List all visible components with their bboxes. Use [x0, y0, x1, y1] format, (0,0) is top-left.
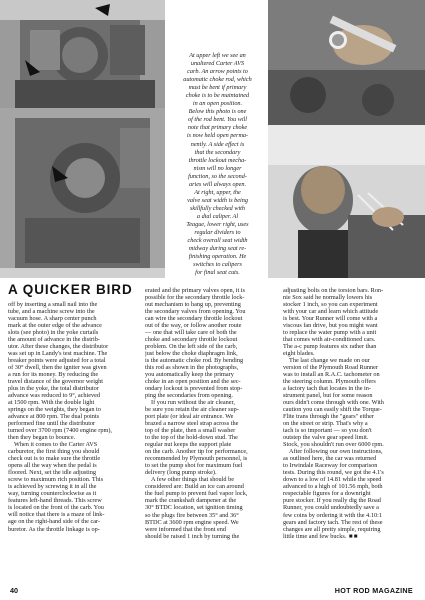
text-line: tach is so important — so you don't [283, 427, 372, 435]
text-line: a factory tach that locates in the in- [283, 385, 371, 393]
caption-line: nism will no longer [193, 164, 242, 172]
text-line: nie Sox said he normally lowers his [283, 294, 373, 302]
text-line: erated and the primary valves open, it is [145, 287, 245, 294]
text-line: screw to maximum rich position. This [8, 476, 104, 484]
caption-line: midway during seat re- [188, 245, 247, 253]
caption-line: At upper left we see an [189, 52, 246, 59]
text-line: be sure you retain the air cleaner sup- [145, 406, 239, 414]
caption-line: note that primary choke [187, 124, 248, 132]
caption-line: must be bent if primary [188, 84, 247, 92]
text-line: off by inserting a small nail into the [8, 301, 98, 308]
caption-line: function, so the second- [188, 172, 247, 180]
caption-line: valve seat width is being [187, 196, 248, 204]
text-line: advance at 800 rpm. The dual points [8, 413, 100, 421]
caption-line: carb. An arrow points to [187, 68, 248, 76]
text-line: tests. During this round, we got the 4.1's [283, 469, 384, 477]
body-column-3 [283, 287, 420, 540]
text-line: can wire the secondary throttle lockout [145, 315, 243, 323]
end-of-article-mark: ■■ [346, 532, 359, 540]
text-line: regular nut keeps the support plate [145, 441, 232, 449]
text-line: to the top of the hold-down stud. The [145, 434, 238, 442]
caption-line: throttle lockout mecha- [188, 156, 247, 164]
text-line: caution you can easily shift the Torque- [283, 406, 382, 414]
caption-line: in an open position. [192, 100, 243, 108]
text-line: out of the way, or follow another route [145, 322, 242, 330]
text-line: vacuum hose. A sharp center punch [8, 315, 97, 323]
text-line: this rod as shown in the photographs, [145, 364, 239, 372]
text-line: The last change we made on our [289, 357, 370, 365]
caption-line: Teague, lower right, uses [186, 220, 249, 228]
text-line: will notice that there is a maze of link- [8, 511, 105, 519]
text-line: 30° BTDC location, set ignition timing [145, 504, 243, 512]
text-line: that comes with air-conditioned cars. [283, 336, 376, 344]
caption-line: aries will always open. [188, 180, 247, 188]
text-line: little time and few bucks. ■■ [283, 532, 359, 540]
text-line: When it comes to the Carter AVS [14, 441, 98, 449]
text-line: breaker points were adjusted for a total [8, 357, 106, 365]
text-line: ondary lockout is prevented from stop- [145, 385, 243, 393]
text-line: version of the Plymouth Road Runner [283, 364, 378, 372]
text-line: choke and secondary throttle lockout [145, 336, 238, 344]
carburetor-bent-rod-photo [0, 108, 165, 278]
text-line: travel distance of the governor weight [8, 378, 103, 386]
text-line: advanced to a high of 101.56 mph, both [283, 483, 383, 491]
text-line: to replace the water pump with a unit [283, 329, 377, 337]
text-line: out mechanism to hang up, preventing [145, 301, 241, 309]
caption-line: skillfully checked with [190, 204, 245, 212]
text-line: eight blades. [283, 350, 315, 358]
article-headline: A QUICKER BIRD [8, 282, 133, 297]
text-line: features left-hand threads. This screw [8, 497, 102, 505]
text-line: port plate (or ideal air entrance. We [145, 413, 234, 421]
text-line: top of the plate, then a small washer [145, 427, 236, 435]
text-line: age on the right-hand side of the car- [8, 518, 101, 526]
text-line: so the plugs fire between 35° and 36° [145, 511, 239, 519]
text-line: possible for the secondary throttle lock- [145, 294, 245, 302]
text-line: If you run without the air cleaner, [151, 399, 235, 407]
text-line: The a-c pump features six rather than [283, 343, 377, 351]
text-line: brazed a narrow steel strap across the [145, 420, 239, 428]
text-line: stocker 1 inch, so you can experiment [283, 301, 378, 309]
text-line: changes are all pretty simple, requiring [283, 525, 381, 533]
photo-caption [171, 52, 264, 277]
text-line: performed fine until the distributor [8, 420, 96, 428]
caption-line: nently. A side effect is [190, 140, 245, 148]
text-line: to Irwindale Raceway for comparison [283, 462, 378, 470]
text-line: of 30° dwell, then the igniter was given [8, 364, 107, 372]
caption-line: of the rod bent. You will [187, 116, 247, 124]
caption-line: unaltered Carter AVS [190, 60, 245, 68]
text-line: advance was reduced to 9°, achieved [8, 392, 101, 400]
text-line: was to install an R.A.C. tachometer on [283, 371, 380, 379]
text-line: A few other things that should be [151, 476, 234, 484]
text-line: you automatically keep the primary [145, 371, 234, 379]
valve-seat-caliper-photo [268, 0, 425, 125]
text-line: the fuel pump to prevent fuel vapor lock, [145, 490, 248, 498]
text-line: ours didn't come through with one. With [283, 399, 384, 407]
text-line: choke in an open position and the sec- [145, 378, 241, 386]
caption-line: for final seat cuts. [195, 269, 240, 277]
valve-seat-divider-photo [268, 125, 425, 278]
text-line: turned over 3700 rpm (7400 engine rpm), [8, 427, 112, 435]
text-line: is the automatic choke rod. By bending [145, 357, 244, 365]
caption-line: finishing operation. He [188, 253, 247, 261]
caption-line: choke is to be maintained [185, 92, 250, 100]
caption-line: that the secondary [194, 148, 241, 156]
text-line: should be raised 1 inch by turning the [145, 532, 240, 540]
text-line: mark the crankshaft dampener at the [145, 497, 237, 505]
text-line: floored. Next, set the idle adjusting [8, 469, 97, 477]
text-line: to set the pump shot for maximum fuel [145, 462, 243, 470]
text-line: were informed that the front end [145, 525, 227, 533]
text-line: utor. After these changes, the distributor [8, 343, 109, 351]
text-line: is best. Your Runner will come with a [283, 315, 378, 323]
text-line: opens all the way when the pedal is [8, 462, 97, 470]
text-line: check out is to make sure the throttle [8, 455, 101, 463]
text-line: viscous fan drive, but you might want [283, 322, 378, 330]
text-line: Flite trans through the "gears" either [283, 413, 375, 421]
text-line: at 1500 rpm. With the double light [8, 399, 95, 407]
caption-line: a dial caliper. Al [196, 212, 239, 220]
text-line: gears and factory tach. The rest of these [283, 518, 383, 526]
body-column-1 [8, 301, 144, 533]
text-line: strument panel, but for some reason [283, 392, 373, 400]
text-line: way, turning counterclockwise as it [8, 490, 97, 498]
text-line: down to a low of 14.81 while the speed [283, 476, 382, 484]
text-line: problem. On the left side of the carb, [145, 343, 238, 351]
text-line: as outlined here, the car was returned [283, 455, 377, 463]
caption-line: check overall seat width [187, 237, 248, 245]
text-line: springs on the weights, they began to [8, 406, 101, 414]
text-line: buretor. As the throttle linkage is op- [8, 525, 100, 533]
text-line: then they began to bounce. [8, 434, 76, 442]
caption-line: Below this photo is one [188, 108, 247, 116]
text-line: just below the choke diaphragm link, [145, 350, 238, 358]
caption-line: is now held open perma- [186, 132, 249, 140]
text-line: considered are: Build an ice can around [145, 483, 244, 491]
text-line: — one that will take care of both the [145, 329, 237, 337]
text-line: with your car and learn which attitude [283, 308, 379, 316]
text-line: plus in the yoke, the total distributor [8, 385, 99, 393]
text-line: ping the secondaries from opening. [145, 392, 233, 400]
text-line: a run for its money. By reducing the [8, 371, 99, 379]
text-line: the steering column. Plymouth offers [283, 378, 376, 386]
text-line: tube, and a machine screw into the [8, 308, 95, 316]
text-line: carburetor, the first thing you should [8, 448, 100, 456]
caption-line: automatic choke rod, which [183, 76, 252, 84]
text-line: outstep the valve gear speed limit. [283, 434, 369, 442]
text-line: BTDC at 3600 rpm engine speed. We [145, 518, 239, 526]
caption-line: At right, upper, the [194, 188, 241, 196]
text-line: adjusting bolts on the torsion bars. Ron- [283, 287, 384, 294]
magazine-name: HOT ROD MAGAZINE [334, 586, 413, 595]
text-line: delivery (long pump stroke). [145, 469, 217, 477]
body-column-2 [145, 287, 279, 540]
text-line: on the street or strip. That's why a [283, 420, 368, 428]
text-line: slots (see photo) in the yoke curtails [8, 329, 99, 337]
caption-line: regular dividers to [194, 229, 241, 237]
text-line: is located on the front of the carb. You [8, 504, 104, 512]
text-line: few coins by ordering it with the 4.10:1 [283, 511, 382, 519]
text-line: the amount of advance in the distrib- [8, 336, 100, 344]
text-line: is achieved by screwing it in all the [8, 483, 97, 491]
text-line: pure stocker. If you really dig the Road [283, 497, 381, 505]
carburetor-unaltered-photo [0, 0, 165, 108]
text-line: After following our own instructions, [289, 448, 383, 456]
page-number: 40 [10, 586, 18, 595]
text-line: Stock, you shouldn't run over 6000 rpm. [283, 441, 384, 449]
text-line: was set up in Landy's test machine. The [8, 350, 108, 358]
text-line: mark at the outer edge of the advance [8, 322, 102, 330]
caption-line: switches to calipers [193, 261, 242, 269]
text-line: recommended by Plymouth personnel, is [145, 455, 248, 463]
text-line: the secondary valves from opening. You [145, 308, 246, 316]
text-line: respectable figures for a downright [283, 490, 371, 498]
text-line: Runner, you could undoubtedly save a [283, 504, 379, 512]
page-footer [0, 584, 425, 598]
text-line: on the carb. Another tip for performance, [145, 448, 248, 456]
